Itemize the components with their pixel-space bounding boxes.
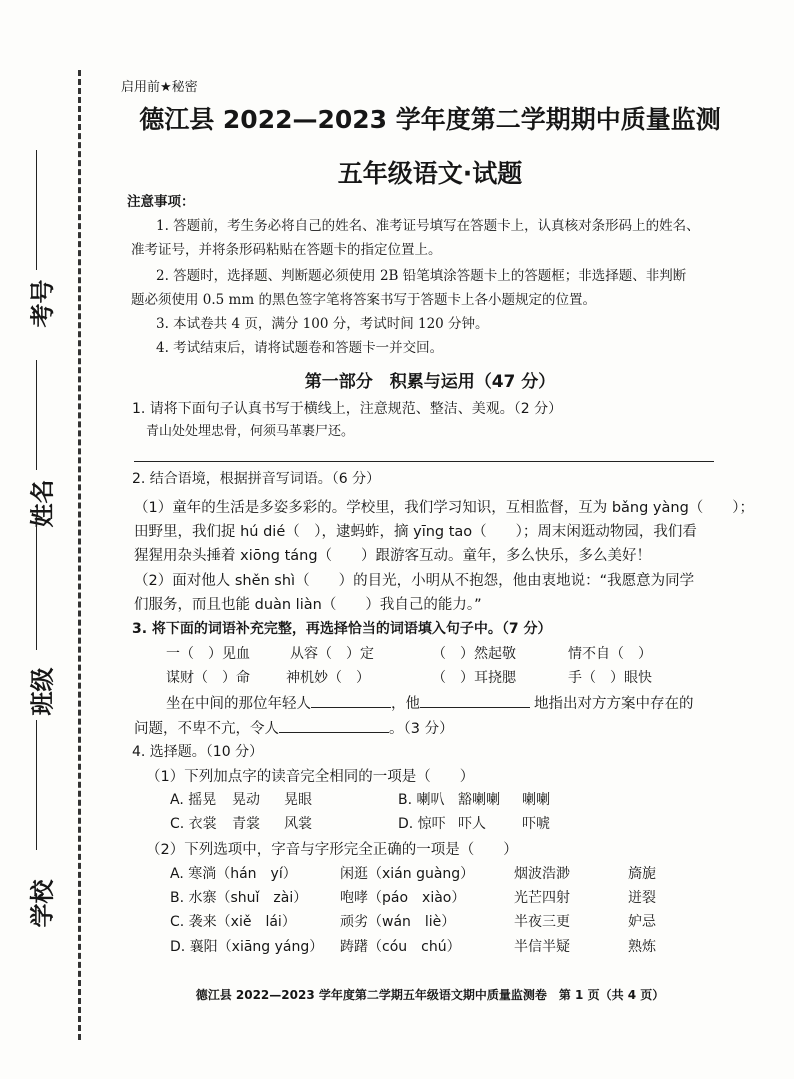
q4-2-option-c[interactable]: C. 袭来（xiě lái） [170,914,296,930]
q4-sub2: （2）下列选项中，字音与字形完全正确的一项是（ ） [146,842,518,858]
q4-option-a-word: 晃眼 [284,792,312,808]
exam-title: 德江县 2022—2023 学年度第二学期期中质量监测 [139,105,721,134]
q3-word: 谋财（ ）命 [166,670,250,686]
q3-sentence-2 [134,717,454,738]
q3-word: 一（ ）见血 [166,646,250,662]
name-label: 姓名 [28,479,57,528]
note-3: 3. 本试卷共 4 页，满分 100 分，考试时间 120 分钟。 [156,316,489,332]
part1-title: 第一部分 积累与运用（47 分） [304,372,556,392]
q1-writing-line[interactable] [134,461,714,462]
q4-option-d[interactable]: D. 惊吓 [398,816,446,832]
q4-option-b-word: 喇喇 [522,792,550,808]
q3-word: 从容（ ）定 [290,646,374,662]
q3-text: ，他 [391,696,420,712]
q4-2-word: 熟炼 [628,939,656,955]
note-4: 4. 考试结束后，请将试题卷和答题卡一并交回。 [156,340,444,356]
q4-2-word: 踌躇（cóu chú） [340,939,461,955]
page-footer: 德江县 2022—2023 学年度第二学期五年级语文期中质量监测卷 第 1 页（共 4 页） [195,988,665,1002]
q3-blank[interactable] [311,693,391,708]
q4-2-word: 旖旎 [628,866,656,882]
q1-stem: 1. 请将下面句子认真书写于横线上，注意规范、整洁、美观。（2 分） [132,401,563,417]
q3-text: 。（3 分） [389,721,454,737]
q3-word: 手（ ）眼快 [568,670,652,686]
q4-2-option-a[interactable]: A. 寒淌（hán yí） [170,866,297,882]
note-1b: 准考证号，并将条形码粘贴在答题卡的指定位置上。 [131,242,442,258]
q4-2-word: 烟波浩渺 [514,866,570,882]
q3-word: （ ）然起敬 [432,646,516,662]
q2-line-5: 们服务，而且也能 duàn liàn（ ）我自己的能力。” [134,597,482,613]
q2-line-3: 猩猩用杂头捶着 xiōng táng（ ）跟游客互动。童年，多么快乐，多么美好！ [134,548,652,564]
school-label: 学校 [28,879,57,928]
q3-word: 情不自（ ） [568,646,652,662]
q2-line-2: 田野里，我们捉 hú dié（ ），逮蚂蚱，摘 yīng tao（ ）；周末闲逛动物园，我们看 [134,524,697,540]
q4-2-option-b[interactable]: B. 水寨（shuǐ zài） [170,890,308,906]
q4-2-word: 半信半疑 [514,939,570,955]
exam-no-line [36,150,37,270]
school-line [36,720,37,850]
q4-option-c[interactable]: C. 衣裳 [170,816,217,832]
q3-stem: 3. 将下面的词语补充完整，再选择恰当的词语填入句子中。（7 分） [132,621,552,637]
q2-stem: 2. 结合语境，根据拼音写词语。（6 分） [132,471,381,487]
q4-2-option-d[interactable]: D. 襄阳（xiāng yáng） [170,939,324,955]
note-1a: 1. 答题前，考生务必将自己的姓名、准考证号填写在答题卡上，认真核对条形码上的姓名、 [156,218,700,234]
q2-line-4: （2）面对他人 shěn shì（ ）的目光，小明从不抱怨，他由衷地说：“我愿意为同学 [134,573,695,589]
q3-blank[interactable] [279,718,389,733]
note-2a: 2. 答题时，选择题、判断题必须使用 2B 铅笔填涂答题卡上的答题框；非选择题、非判断 [156,268,687,284]
class-line [36,520,37,650]
q3-sentence-1 [166,692,694,713]
notes-heading: 注意事项： [127,194,195,210]
q3-word: （ ）耳挠腮 [432,670,516,686]
q4-sub1: （1）下列加点字的读音完全相同的一项是（ ） [146,769,475,785]
q4-option-a-word: 晃动 [232,792,260,808]
q4-2-word: 光芒四射 [514,890,570,906]
class-label: 班级 [28,667,57,716]
q4-option-a[interactable]: A. 摇晃 [170,792,217,808]
q3-word: 神机妙（ ） [286,670,370,686]
q4-option-c-word: 风裳 [284,816,312,832]
q3-text: 坐在中间的那位年轻人 [166,696,311,712]
q4-option-b-word: 豁喇喇 [458,792,500,808]
q2-line-1: （1）童年的生活是多姿多彩的。学校里，我们学习知识，互相监督，互为 bǎng yàng（ ）； [134,500,755,516]
confidential-tag: 启用前★秘密 [121,80,198,95]
q4-2-word: 闲逛（xián guàng） [340,866,475,882]
q4-option-d-word: 吓人 [458,816,486,832]
q3-text: 地指出对方方案中存在的 [534,696,694,712]
note-2b: 题必须使用 0.5 mm 的黑色签字笔将答案书写于答题卡上各小题规定的位置。 [131,292,596,308]
q4-option-b[interactable]: B. 喇叭 [398,792,445,808]
q4-option-d-word: 吓唬 [522,816,550,832]
q4-2-word: 顽劣（wán liè） [340,914,456,930]
q4-2-word: 咆哮（páo xiào） [340,890,466,906]
q3-text: 问题，不卑不亢，令人 [134,721,279,737]
exam-subtitle: 五年级语文·试题 [337,159,523,188]
binding-dashed-line [78,70,81,1040]
q4-option-c-word: 青裳 [232,816,260,832]
name-line [36,360,37,470]
q1-sentence: 青山处处埋忠骨，何须马革裹尸还。 [146,424,355,439]
q4-2-word: 迸裂 [628,890,656,906]
q4-2-word: 半夜三更 [514,914,570,930]
q3-blank[interactable] [420,693,530,708]
q4-2-word: 妒忌 [628,914,656,930]
q4-stem: 4. 选择题。（10 分） [132,744,264,760]
exam-no-label: 考号 [28,279,57,328]
